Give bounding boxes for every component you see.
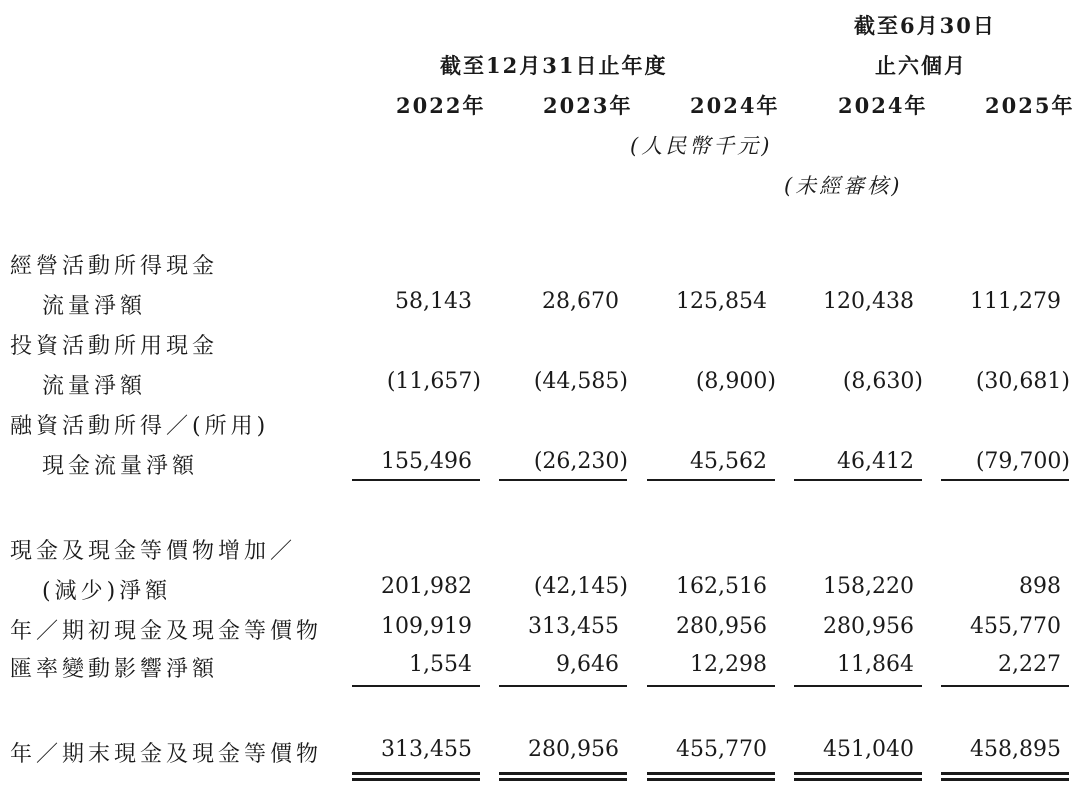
- subtotal2-rule-2024h: [794, 685, 922, 687]
- cell-net-change-2022: 201,982: [381, 574, 472, 599]
- row-label-net-change: 現金及現金等價物增加／: [10, 539, 297, 564]
- subtotal-rule-2025h: [941, 479, 1069, 481]
- cell-operating-2022: 58,143: [395, 289, 472, 314]
- total-double-rule-2025h: [941, 772, 1069, 781]
- cell-closing-2022: 313,455: [381, 737, 472, 762]
- cell-operating-2023: 28,670: [542, 289, 619, 314]
- row-label-financing: 融資活動所得／(所用): [10, 414, 270, 439]
- cell-net-change-2024h: 158,220: [823, 574, 914, 599]
- cell-investing-2022: (11,657): [386, 369, 481, 394]
- row-label-financing-2: 現金流量淨額: [42, 454, 199, 479]
- cell-operating-2025h: 111,279: [970, 289, 1061, 314]
- cell-closing-2023: 280,956: [528, 737, 619, 762]
- cell-financing-2024: 45,562: [690, 449, 767, 474]
- cell-closing-2024: 455,770: [676, 737, 767, 762]
- cell-operating-2024: 125,854: [676, 289, 767, 314]
- row-label-investing-2: 流量淨額: [42, 374, 147, 399]
- cell-operating-2024h: 120,438: [823, 289, 914, 314]
- subtotal2-rule-2022: [352, 685, 480, 687]
- cell-net-change-2023: (42,145): [533, 574, 628, 599]
- cell-investing-2024h: (8,630): [842, 369, 923, 394]
- cell-opening-2025h: 455,770: [970, 614, 1061, 639]
- subtotal2-rule-2024: [647, 685, 775, 687]
- row-label-net-change-2: (減少)淨額: [42, 579, 172, 604]
- subtotal-rule-2024h: [794, 479, 922, 481]
- cell-fx-2022: 1,554: [409, 652, 472, 677]
- subtotal-rule-2023: [499, 479, 627, 481]
- cell-fx-2025h: 2,227: [998, 652, 1061, 677]
- cell-opening-2024: 280,956: [676, 614, 767, 639]
- total-double-rule-2024: [647, 772, 775, 781]
- subtotal-rule-2022: [352, 479, 480, 481]
- header-half-year-line2: 止六個月: [875, 53, 967, 78]
- cell-fx-2023: 9,646: [556, 652, 619, 677]
- cell-financing-2024h: 46,412: [837, 449, 914, 474]
- row-label-fx-effect: 匯率變動影響淨額: [10, 657, 219, 682]
- header-full-year-group: 截至12月31日止年度: [440, 53, 668, 78]
- subtotal-rule-2024: [647, 479, 775, 481]
- row-label-opening-cash: 年／期初現金及現金等價物: [10, 619, 323, 644]
- cell-closing-2024h: 451,040: [823, 737, 914, 762]
- cell-investing-2025h: (30,681): [975, 369, 1070, 394]
- col-header-2024-half: 2024年: [838, 93, 928, 118]
- row-label-operating-2: 流量淨額: [42, 294, 147, 319]
- cell-investing-2024: (8,900): [695, 369, 776, 394]
- cell-financing-2025h: (79,700): [975, 449, 1070, 474]
- cell-opening-2022: 109,919: [381, 614, 472, 639]
- col-header-2023: 2023年: [543, 93, 633, 118]
- col-header-2024: 2024年: [690, 93, 780, 118]
- cell-investing-2023: (44,585): [533, 369, 628, 394]
- cell-financing-2023: (26,230): [533, 449, 628, 474]
- cell-closing-2025h: 458,895: [970, 737, 1061, 762]
- cell-net-change-2024: 162,516: [676, 574, 767, 599]
- cell-net-change-2025h: 898: [1019, 574, 1061, 599]
- cell-fx-2024h: 11,864: [837, 652, 914, 677]
- cell-opening-2024h: 280,956: [823, 614, 914, 639]
- cell-opening-2023: 313,455: [528, 614, 619, 639]
- subtotal2-rule-2025h: [941, 685, 1069, 687]
- total-double-rule-2023: [499, 772, 627, 781]
- subtotal2-rule-2023: [499, 685, 627, 687]
- header-half-year-line1: 截至6月30日: [854, 13, 996, 38]
- col-header-2025-half: 2025年: [985, 93, 1075, 118]
- total-double-rule-2022: [352, 772, 480, 781]
- unaudited-note: (未經審核): [784, 174, 903, 198]
- row-label-investing: 投資活動所用現金: [10, 334, 219, 359]
- row-label-closing-cash: 年／期末現金及現金等價物: [10, 742, 323, 767]
- cell-financing-2022: 155,496: [381, 449, 472, 474]
- cell-fx-2024: 12,298: [690, 652, 767, 677]
- row-label-operating: 經營活動所得現金: [10, 254, 219, 279]
- total-double-rule-2024h: [794, 772, 922, 781]
- col-header-2022: 2022年: [396, 93, 486, 118]
- currency-note: (人民幣千元): [630, 134, 773, 158]
